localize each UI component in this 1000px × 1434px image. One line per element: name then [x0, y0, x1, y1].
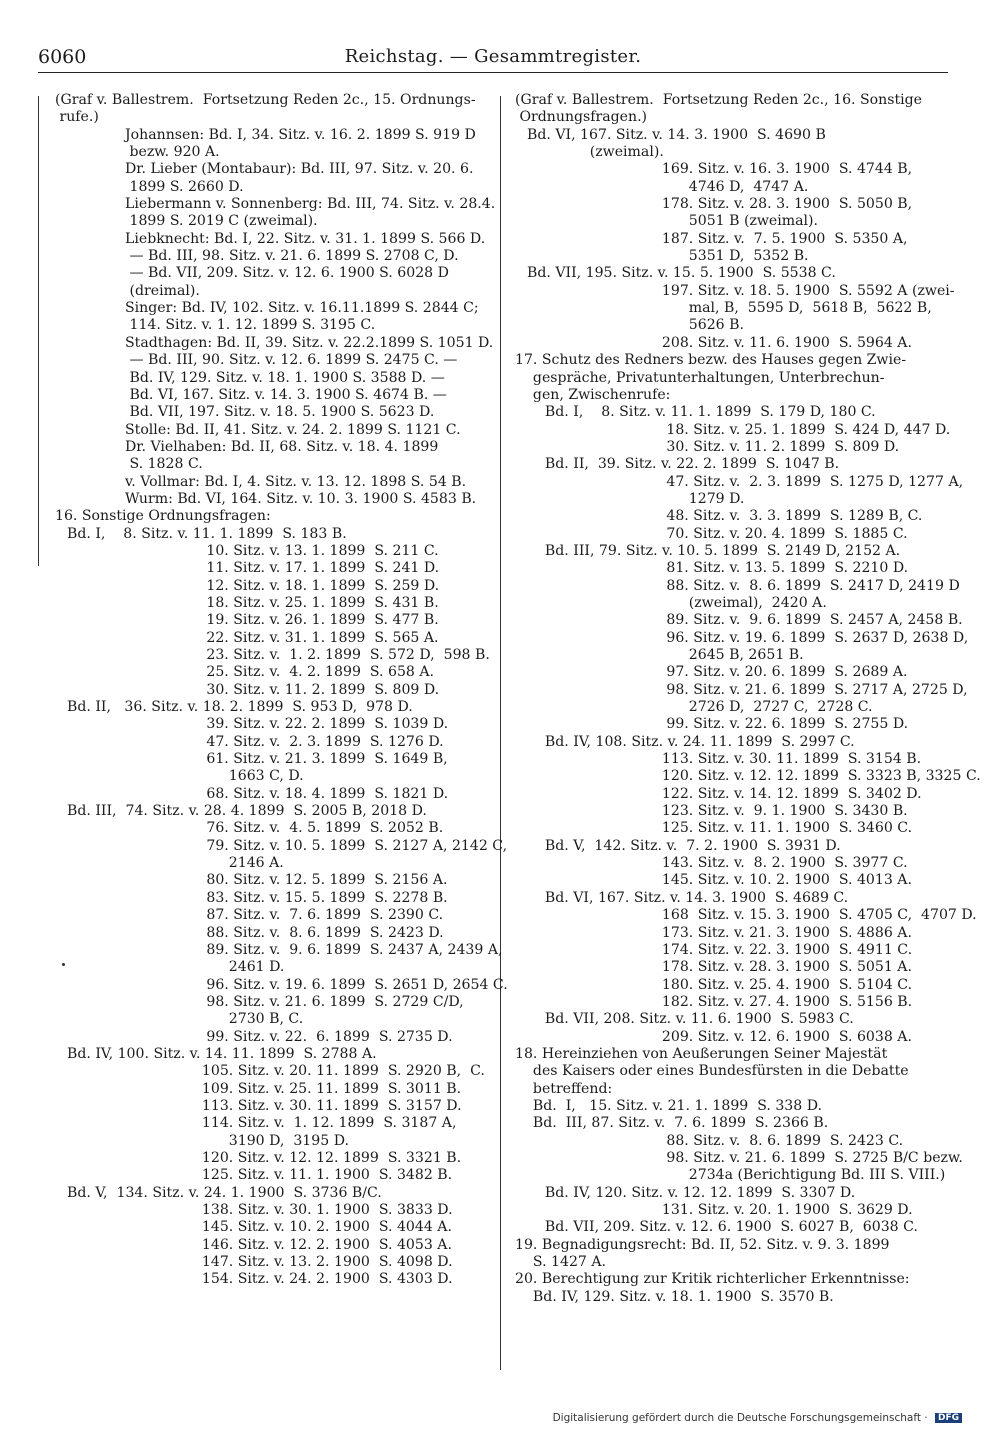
index-line: 81. Sitz. v. 13. 5. 1899 S. 2210 D. — [635, 560, 909, 577]
index-line: Ordnungsfragen.) — [515, 109, 648, 126]
index-line: Bd. VII, 209. Sitz. v. 12. 6. 1900 S. 6027 B, 6038 C. — [527, 1219, 918, 1236]
index-line: 19. Sitz. v. 26. 1. 1899 S. 477 B. — [175, 612, 439, 629]
index-line: Bd. V, 142. Sitz. v. 7. 2. 1900 S. 3931 D. — [527, 837, 841, 854]
index-line: Bd. IV, 120. Sitz. v. 12. 12. 1899 S. 3307 D. — [527, 1184, 856, 1201]
index-line: 88. Sitz. v. 8. 6. 1899 S. 2423 D. — [175, 924, 444, 941]
index-line: 146. Sitz. v. 12. 2. 1900 S. 4053 A. — [175, 1236, 452, 1253]
index-line: 105. Sitz. v. 20. 11. 1899 S. 2920 B, C. — [175, 1063, 485, 1080]
index-line: gespräche, Privatunterhaltungen, Unterbrechun- — [515, 369, 885, 386]
index-line: 114. Sitz. v. 1. 12. 1899 S. 3195 C. — [125, 317, 376, 334]
index-line: 5051 B (zweimal). — [635, 213, 819, 230]
index-line: 23. Sitz. v. 1. 2. 1899 S. 572 D, 598 B. — [175, 647, 490, 663]
index-line: 113. Sitz. v. 30. 11. 1899 S. 3154 B. — [635, 751, 922, 768]
index-line: Dr. Lieber (Montabaur): Bd. III, 97. Sitz. v. 20. 6. — [125, 161, 474, 178]
index-line: Bd. IV, 108. Sitz. v. 24. 11. 1899 S. 2997 C. — [527, 733, 855, 750]
index-line: (dreimal). — [125, 282, 200, 299]
index-line: Bd. III, 87. Sitz. v. 7. 6. 1899 S. 2366 B. — [515, 1115, 829, 1132]
index-line: 87. Sitz. v. 7. 6. 1899 S. 2390 C. — [175, 907, 444, 924]
index-line: Bd. I, 8. Sitz. v. 11. 1. 1899 S. 183 B. — [67, 525, 347, 542]
index-line: 174. Sitz. v. 22. 3. 1900 S. 4911 C. — [635, 941, 913, 958]
index-line: Bd. IV, 129. Sitz. v. 18. 1. 1900 S. 3570 B. — [515, 1288, 834, 1305]
index-line: Dr. Vielhaben: Bd. II, 68. Sitz. v. 18. 4. 1899 — [125, 438, 439, 455]
index-line: (zweimal), 2420 A. — [635, 594, 827, 611]
index-line: 109. Sitz. v. 25. 11. 1899 S. 3011 B. — [175, 1080, 462, 1097]
index-line: 11. Sitz. v. 17. 1. 1899 S. 241 D. — [175, 560, 440, 577]
index-line: v. Vollmar: Bd. I, 4. Sitz. v. 13. 12. 1898 S. 54 B. — [125, 473, 467, 490]
index-line: 123. Sitz. v. 9. 1. 1900 S. 3430 B. — [635, 803, 908, 820]
index-line: S. 1828 C. — [125, 456, 203, 473]
index-line: 114. Sitz. v. 1. 12. 1899 S. 3187 A, — [175, 1115, 457, 1132]
index-line: 39. Sitz. v. 22. 2. 1899 S. 1039 D. — [175, 716, 449, 733]
index-line: 145. Sitz. v. 10. 2. 1900 S. 4013 A. — [635, 872, 912, 889]
index-line: 99. Sitz. v. 22. 6. 1899 S. 2735 D. — [175, 1028, 453, 1045]
index-line: 1663 C, D. — [175, 768, 304, 785]
running-head: Reichstag. — Gesammtregister. — [344, 46, 642, 67]
index-line: Bd. VI, 167. Sitz. v. 14. 3. 1900 S. 4690 B — [527, 126, 826, 143]
index-line: Liebermann v. Sonnenberg: Bd. III, 74. Sitz. v. 28.4. — [125, 196, 496, 213]
index-line: 83. Sitz. v. 15. 5. 1899 S. 2278 B. — [175, 889, 448, 906]
index-line: bezw. 920 A. — [125, 144, 220, 161]
index-line: 2645 B, 2651 B. — [635, 647, 804, 663]
index-line: 76. Sitz. v. 4. 5. 1899 S. 2052 B. — [175, 820, 444, 837]
index-line: 96. Sitz. v. 19. 6. 1899 S. 2651 D, 2654 C. — [175, 976, 508, 993]
index-line: 89. Sitz. v. 9. 6. 1899 S. 2437 A, 2439 A, — [175, 941, 503, 958]
index-line: 18. Sitz. v. 25. 1. 1899 S. 431 B. — [175, 594, 439, 611]
index-line: — Bd. VII, 209. Sitz. v. 12. 6. 1900 S. 6028 D — [125, 265, 449, 282]
index-line: 173. Sitz. v. 21. 3. 1900 S. 4886 A. — [635, 924, 912, 941]
index-line: Wurm: Bd. VI, 164. Sitz. v. 10. 3. 1900 S. 4583 B. — [125, 490, 477, 507]
index-line: 68. Sitz. v. 18. 4. 1899 S. 1821 D. — [175, 785, 449, 802]
index-line: 19. Begnadigungsrecht: Bd. II, 52. Sitz. v. 9. 3. 1899 — [515, 1236, 890, 1253]
index-line: 88. Sitz. v. 8. 6. 1899 S. 2417 D, 2419 D — [635, 577, 960, 594]
index-line: 16. Sonstige Ordnungsfragen: — [55, 508, 271, 525]
index-line: 98. Sitz. v. 21. 6. 1899 S. 2729 C/D, — [175, 993, 464, 1010]
left-bracket-rule — [38, 96, 39, 566]
index-line: 3190 D, 3195 D. — [175, 1132, 349, 1149]
index-line: 47. Sitz. v. 2. 3. 1899 S. 1276 D. — [175, 733, 444, 750]
index-line: 98. Sitz. v. 21. 6. 1899 S. 2725 B/C bezw. — [635, 1149, 963, 1166]
index-line: 22. Sitz. v. 31. 1. 1899 S. 565 A. — [175, 629, 439, 646]
index-line: 2734a (Berichtigung Bd. III S. VIII.) — [635, 1167, 946, 1184]
footer — [553, 1412, 962, 1424]
index-line: des Kaisers oder eines Bundesfürsten in die Debatte — [515, 1063, 909, 1080]
index-line: 209. Sitz. v. 12. 6. 1900 S. 6038 A. — [635, 1028, 912, 1045]
index-line: 113. Sitz. v. 30. 11. 1899 S. 3157 D. — [175, 1097, 462, 1114]
index-line: 138. Sitz. v. 30. 1. 1900 S. 3833 D. — [175, 1202, 453, 1218]
index-line: 122. Sitz. v. 14. 12. 1899 S. 3402 D. — [635, 785, 922, 802]
index-line: 18. Sitz. v. 25. 1. 1899 S. 424 D, 447 D. — [635, 421, 951, 438]
index-line: 5351 D, 5352 B. — [635, 248, 809, 265]
index-line: 125. Sitz. v. 11. 1. 1900 S. 3482 B. — [175, 1167, 453, 1184]
index-line: Singer: Bd. IV, 102. Sitz. v. 16.11.1899 S. 2844 C; — [125, 300, 479, 317]
index-line: 2146 A. — [175, 855, 284, 872]
dfg-logo: DFG — [935, 1413, 962, 1423]
index-line: 120. Sitz. v. 12. 12. 1899 S. 3321 B. — [175, 1149, 462, 1166]
index-line: 178. Sitz. v. 28. 3. 1900 S. 5051 A. — [635, 959, 912, 976]
index-line: Bd. I, 8. Sitz. v. 11. 1. 1899 S. 179 D, 180 C. — [527, 404, 876, 421]
index-line: 70. Sitz. v. 20. 4. 1899 S. 1885 C. — [635, 525, 908, 542]
index-line: Bd. VI, 167. Sitz. v. 14. 3. 1900 S. 4689 C. — [527, 889, 849, 906]
index-line: 187. Sitz. v. 7. 5. 1900 S. 5350 A, — [635, 230, 908, 247]
header-rule — [38, 72, 948, 73]
index-line: 12. Sitz. v. 18. 1. 1899 S. 259 D. — [175, 577, 440, 594]
index-line: 178. Sitz. v. 28. 3. 1900 S. 5050 B, — [635, 196, 913, 213]
left-column — [55, 92, 508, 1289]
index-line: Bd. V, 134. Sitz. v. 24. 1. 1900 S. 3736 B/C. — [67, 1184, 382, 1201]
index-line: (zweimal). — [527, 144, 664, 161]
index-line: (Graf v. Ballestrem. Fortsetzung Reden 2c., 15. Ordnungs- — [55, 92, 476, 108]
index-line: Bd. IV, 100. Sitz. v. 14. 11. 1899 S. 2788 A. — [67, 1045, 377, 1062]
index-line: — Bd. III, 98. Sitz. v. 21. 6. 1899 S. 2708 C, D. — [125, 248, 459, 265]
index-line: 20. Berechtigung zur Kritik richterlicher Erkenntnisse: — [515, 1271, 910, 1288]
index-line: 1279 D. — [635, 490, 745, 507]
index-line: Bd. III, 74. Sitz. v. 28. 4. 1899 S. 2005 B, 2018 D. — [67, 803, 427, 820]
index-line: Bd. III, 79. Sitz. v. 10. 5. 1899 S. 2149 D, 2152 A. — [527, 542, 901, 559]
index-line: 143. Sitz. v. 8. 2. 1900 S. 3977 C. — [635, 855, 908, 872]
index-line: 2726 D, 2727 C, 2728 C. — [635, 699, 873, 716]
index-line: 99. Sitz. v. 22. 6. 1899 S. 2755 D. — [635, 716, 909, 733]
index-line: 2461 D. — [175, 959, 285, 976]
index-line: mal, B, 5595 D, 5618 B, 5622 B, — [635, 300, 932, 317]
index-line: S. 1427 A. — [515, 1254, 607, 1271]
index-line: Bd. VII, 195. Sitz. v. 15. 5. 1900 S. 5538 C. — [527, 265, 836, 282]
index-line: 10. Sitz. v. 13. 1. 1899 S. 211 C. — [175, 542, 439, 559]
index-line: 80. Sitz. v. 12. 5. 1899 S. 2156 A. — [175, 872, 448, 889]
index-line: 48. Sitz. v. 3. 3. 1899 S. 1289 B, C. — [635, 508, 923, 525]
index-line: (Graf v. Ballestrem. Fortsetzung Reden 2c., 16. Sonstige — [515, 92, 922, 108]
index-line: Stadthagen: Bd. II, 39. Sitz. v. 22.2.1899 S. 1051 D. — [125, 334, 494, 351]
index-line: rufe.) — [55, 109, 99, 126]
index-line: 169. Sitz. v. 16. 3. 1900 S. 4744 B, — [635, 161, 913, 178]
index-line: 98. Sitz. v. 21. 6. 1899 S. 2717 A, 2725 D, — [635, 681, 968, 698]
index-line: 125. Sitz. v. 11. 1. 1900 S. 3460 C. — [635, 820, 913, 837]
index-line: 30. Sitz. v. 11. 2. 1899 S. 809 D. — [175, 681, 440, 698]
index-line: 154. Sitz. v. 24. 2. 1900 S. 4303 D. — [175, 1271, 453, 1288]
index-line: Bd. II, 39. Sitz. v. 22. 2. 1899 S. 1047 B. — [527, 456, 840, 473]
footer-text: Digitalisierung gefördert durch die Deutsche Forschungsgemeinschaft · — [552, 1412, 928, 1424]
index-line: Bd. VI, 167. Sitz. v. 14. 3. 1900 S. 4674 B. — — [125, 386, 447, 403]
index-line: 2730 B, C. — [175, 1011, 304, 1028]
index-line: 1899 S. 2019 C (zweimal). — [125, 213, 318, 230]
index-line: 120. Sitz. v. 12. 12. 1899 S. 3323 B, 3325 C. — [635, 768, 981, 785]
index-line: 145. Sitz. v. 10. 2. 1900 S. 4044 A. — [175, 1219, 452, 1236]
index-line: betreffend: — [515, 1080, 613, 1097]
index-line: 1899 S. 2660 D. — [125, 178, 244, 195]
index-line: 88. Sitz. v. 8. 6. 1899 S. 2423 C. — [635, 1132, 904, 1149]
index-line: 17. Schutz des Redners bezw. des Hauses gegen Zwie- — [515, 352, 907, 369]
index-line: 47. Sitz. v. 2. 3. 1899 S. 1275 D, 1277 A, — [635, 473, 964, 490]
index-line: 182. Sitz. v. 27. 4. 1900 S. 5156 B. — [635, 993, 913, 1010]
page-number: 6060 — [38, 46, 87, 68]
page-header — [38, 40, 948, 74]
column-divider — [500, 96, 501, 1370]
index-line: 96. Sitz. v. 19. 6. 1899 S. 2637 D, 2638 D, — [635, 629, 969, 646]
index-line: 97. Sitz. v. 20. 6. 1899 S. 2689 A. — [635, 664, 908, 681]
index-line: 208. Sitz. v. 11. 6. 1900 S. 5964 A. — [635, 334, 912, 351]
index-line: Bd. VII, 197. Sitz. v. 18. 5. 1900 S. 5623 D. — [125, 404, 435, 421]
index-line: 147. Sitz. v. 13. 2. 1900 S. 4098 D. — [175, 1254, 453, 1271]
index-line: 131. Sitz. v. 20. 1. 1900 S. 3629 D. — [635, 1202, 913, 1218]
index-line: 168 Sitz. v. 15. 3. 1900 S. 4705 C, 4707 D. — [635, 907, 977, 924]
index-line: Liebknecht: Bd. I, 22. Sitz. v. 31. 1. 1899 S. 566 D. — [125, 230, 486, 247]
index-line: Stolle: Bd. II, 41. Sitz. v. 24. 2. 1899 S. 1121 C. — [125, 421, 461, 438]
index-line: Bd. IV, 129. Sitz. v. 18. 1. 1900 S. 3588 D. — — [125, 369, 445, 386]
index-line: 18. Hereinziehen von Aeußerungen Seiner Majestät — [515, 1045, 888, 1062]
index-line: 79. Sitz. v. 10. 5. 1899 S. 2127 A, 2142 C, — [175, 837, 508, 854]
index-line: — Bd. III, 90. Sitz. v. 12. 6. 1899 S. 2475 C. — — [125, 352, 458, 369]
right-column — [515, 92, 981, 1306]
index-line: 25. Sitz. v. 4. 2. 1899 S. 658 A. — [175, 664, 435, 681]
index-line: gen, Zwischenrufe: — [515, 386, 671, 403]
index-line: Bd. VII, 208. Sitz. v. 11. 6. 1900 S. 5983 C. — [527, 1011, 854, 1028]
index-line: 89. Sitz. v. 9. 6. 1899 S. 2457 A, 2458 B. — [635, 612, 963, 629]
index-line: 180. Sitz. v. 25. 4. 1900 S. 5104 C. — [635, 976, 913, 993]
index-line: Johannsen: Bd. I, 34. Sitz. v. 16. 2. 1899 S. 919 D — [125, 126, 476, 143]
index-line: Bd. I, 15. Sitz. v. 21. 1. 1899 S. 338 D. — [515, 1097, 822, 1114]
index-line: 4746 D, 4747 A. — [635, 178, 809, 195]
index-line: 197. Sitz. v. 18. 5. 1900 S. 5592 A (zwei- — [635, 282, 955, 299]
index-line: 5626 B. — [635, 317, 744, 334]
index-line: 61. Sitz. v. 21. 3. 1899 S. 1649 B, — [175, 751, 448, 768]
index-line: 30. Sitz. v. 11. 2. 1899 S. 809 D. — [635, 438, 900, 455]
index-line: Bd. II, 36. Sitz. v. 18. 2. 1899 S. 953 D, 978 D. — [67, 699, 413, 716]
